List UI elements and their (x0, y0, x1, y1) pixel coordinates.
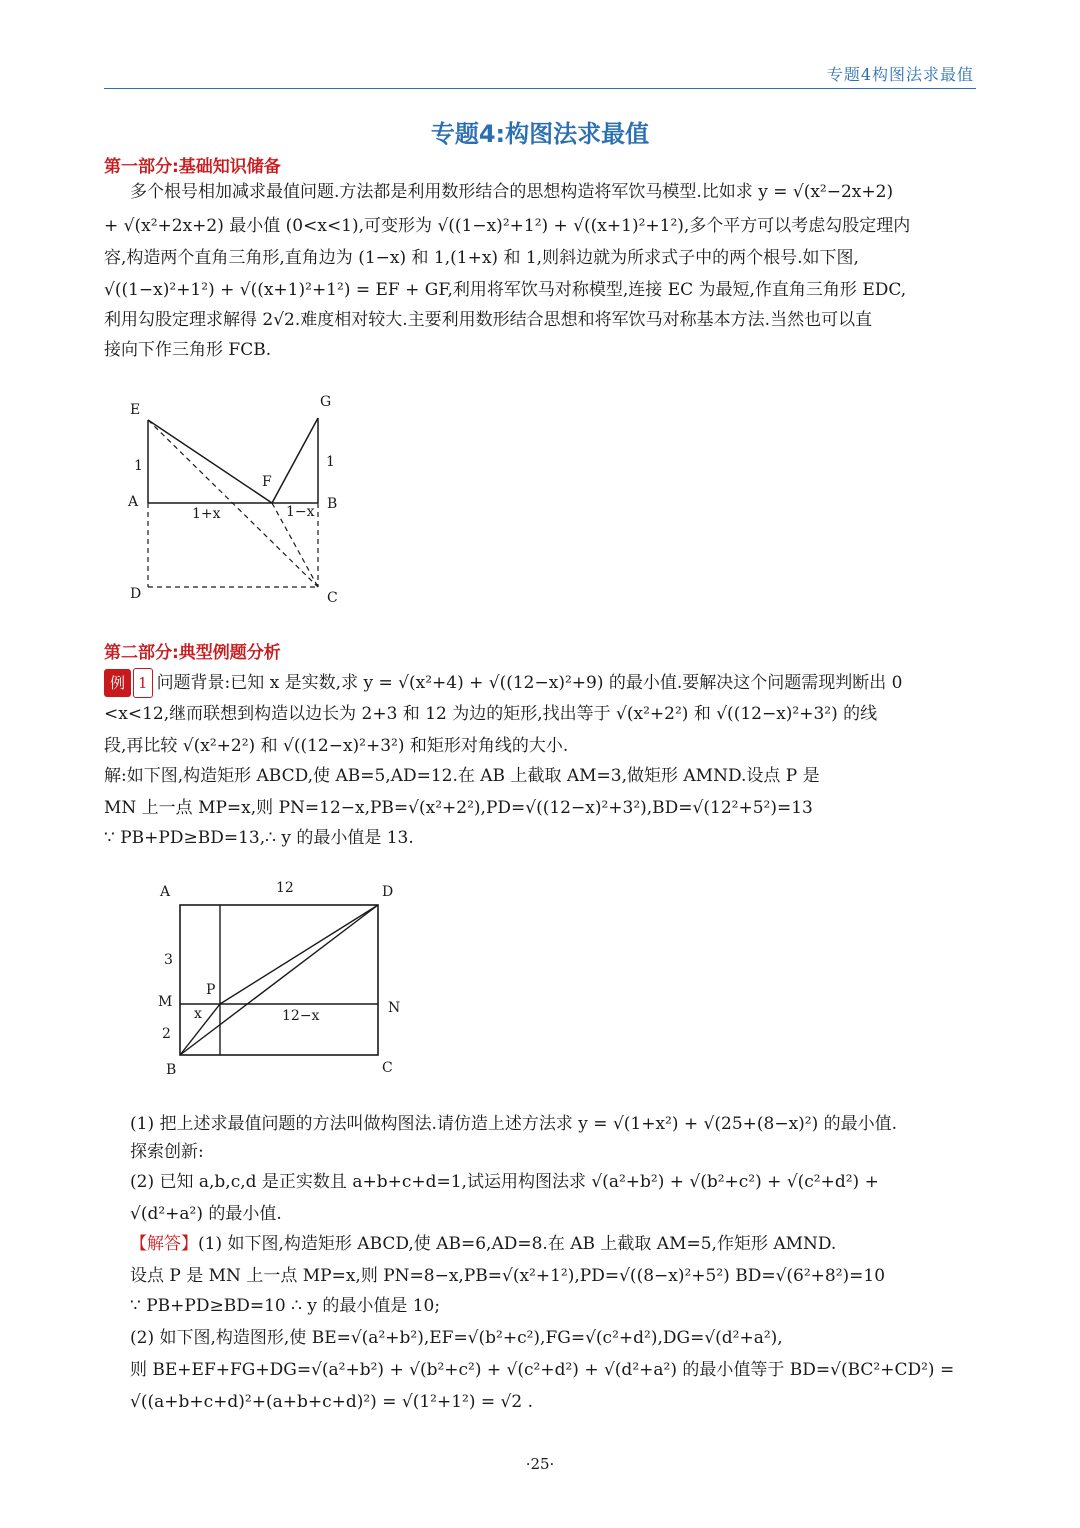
figure-1-diagram (120, 390, 360, 610)
part1-heading: 第一部分:基础知识储备 (104, 157, 281, 177)
example-1-text-1: 问题背景:已知 x 是实数,求 y = √(x²+4) + √((12−x)²+9) 的最小值.要解决这个问题需现判断出 0 (156, 673, 903, 693)
question-2-line-2: √(d²+a²) 的最小值. (130, 1204, 282, 1224)
answer-line-3: ∵ PB+PD≥BD=10 ∴ y 的最小值是 10; (130, 1296, 441, 1316)
fig1-label-G: G (320, 394, 332, 410)
fig1-label-A: A (128, 494, 139, 510)
fig1-label-F: F (262, 474, 272, 490)
answer-text-1: (1) 如下图,构造矩形 ABCD,使 AB=6,AD=8.在 AB 上截取 AM=5,作矩形 AMND. (198, 1234, 837, 1254)
answer-line-2: 设点 P 是 MN 上一点 MP=x,则 PN=8−x,PB=√(x²+1²),PD=√((8−x)²+5²) BD=√(6²+8²)=10 (130, 1266, 886, 1286)
example-1-line-3: 段,再比较 √(x²+2²) 和 √((12−x)²+3²) 和矩形对角线的大小. (104, 736, 569, 756)
answer-line-5: 则 BE+EF+FG+DG=√(a²+b²) + √(b²+c²) + √(c²+d²) + √(d²+a²) 的最小值等于 BD=√(BC²+CD²) = (130, 1360, 955, 1380)
fig2-label-C: C (382, 1060, 393, 1076)
page-number: ·25· (525, 1455, 555, 1473)
part1-line-3: 容,构造两个直角三角形,直角边为 (1−x) 和 1,(1+x) 和 1,则斜边就为所求式子中的两个根号.如下图, (104, 248, 859, 268)
fig2-label-two: 2 (162, 1026, 171, 1042)
fig2-label-three: 3 (164, 952, 173, 968)
fig1-label-seg2: 1−x (286, 504, 315, 520)
fig1-label-D: D (130, 586, 142, 602)
example-1-line-1 (104, 668, 980, 698)
part1-line-6: 接向下作三角形 FCB. (104, 340, 272, 360)
example-1-line-6: ∵ PB+PD≥BD=13,∴ y 的最小值是 13. (104, 828, 414, 848)
fig2-label-P: P (206, 982, 216, 998)
answer-line-6: √((a+b+c+d)²+(a+b+c+d)²) = √(1²+1²) = √2 . (130, 1392, 533, 1412)
fig2-label-M: M (158, 994, 173, 1010)
part1-line-2: + √(x²+2x+2) 最小值 (0<x<1),可变形为 √((1−x)²+1²) + √((x+1)²+1²),多个平方可以考虑勾股定理内 (104, 216, 911, 236)
fig1-label-B: B (327, 496, 338, 512)
page-title: 专题4:构图法求最值 (430, 120, 650, 148)
answer-tag: 【解答】 (130, 1234, 198, 1254)
explore-label: 探索创新: (130, 1142, 204, 1162)
answer-line-1 (130, 1230, 980, 1258)
part1-line-4: √((1−x)²+1²) + √((x+1)²+1²) = EF + GF,利用将军饮马对称模型,连接 EC 为最短,作直角三角形 EDC, (104, 280, 907, 300)
figure-2-diagram (150, 872, 420, 1082)
question-1: (1) 把上述求最值问题的方法叫做构图法.请仿造上述方法求 y = √(1+x²) + √(25+(8−x)²) 的最小值. (130, 1114, 898, 1134)
fig2-label-N: N (388, 1000, 401, 1016)
fig1-label-E: E (130, 402, 141, 418)
fig1-label-one-left: 1 (134, 458, 143, 474)
fig1-label-C: C (327, 590, 338, 606)
fig1-label-one-right: 1 (326, 454, 335, 470)
question-2-line-1: (2) 已知 a,b,c,d 是正实数且 a+b+c+d=1,试运用构图法求 √(a²+b²) + √(b²+c²) + √(c²+d²) + (130, 1172, 879, 1192)
fig2-label-A: A (160, 884, 171, 900)
part1-line-1: 多个根号相加减求最值问题.方法都是利用数形结合的思想构造将军饮马模型.比如求 y = √(x²−2x+2) (130, 182, 894, 202)
example-1-line-5: MN 上一点 MP=x,则 PN=12−x,PB=√(x²+2²),PD=√((12−x)²+3²),BD=√(12²+5²)=13 (104, 798, 813, 818)
fig2-label-seg: 12−x (282, 1008, 320, 1024)
example-badge: 例 (104, 669, 131, 697)
answer-line-4: (2) 如下图,构造图形,使 BE=√(a²+b²),EF=√(b²+c²),FG=√(c²+d²),DG=√(d²+a²), (130, 1328, 783, 1348)
part2-heading: 第二部分:典型例题分析 (104, 643, 281, 663)
fig2-label-x: x (194, 1006, 202, 1022)
running-header: 专题4构图法求最值 (826, 65, 974, 84)
example-number: 1 (133, 668, 153, 698)
fig2-label-D: D (382, 884, 394, 900)
fig2-label-B: B (166, 1062, 177, 1078)
example-1-line-4: 解:如下图,构造矩形 ABCD,使 AB=5,AD=12.在 AB 上截取 AM=3,做矩形 AMND.设点 P 是 (104, 766, 820, 786)
part1-line-5: 利用勾股定理求解得 2√2.难度相对较大.主要利用数形结合思想和将军饮马对称基本方法.当然也可以直 (104, 310, 873, 330)
fig2-label-top: 12 (276, 880, 294, 896)
header-rule (104, 88, 976, 89)
fig1-label-seg1: 1+x (192, 506, 221, 522)
example-1-line-2: <x<12,继而联想到构造以边长为 2+3 和 12 为边的矩形,找出等于 √(x²+2²) 和 √((12−x)²+3²) 的线 (104, 704, 878, 724)
